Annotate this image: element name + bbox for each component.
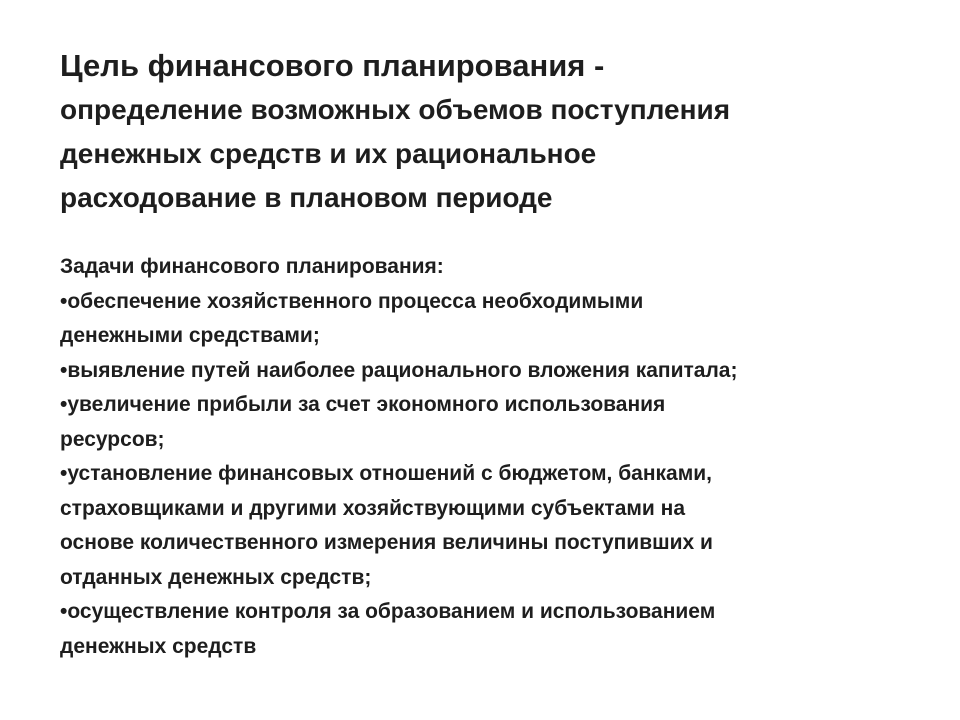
task-line: денежных средств (60, 634, 257, 658)
task-line: •обеспечение хозяйственного процесса необходимыми (60, 289, 644, 313)
task-line: денежными средствами; (60, 324, 320, 347)
heading-definition-line: определение возможных объемов поступления (60, 94, 731, 125)
tasks-block (60, 250, 920, 664)
heading-definition-line: денежных средств и их рациональное (60, 138, 597, 169)
task-line: •установление финансовых отношений с бюджетом, банками, (60, 462, 713, 485)
task-line: ресурсов; (60, 427, 165, 451)
heading-title: Цель финансового планирования - (60, 48, 605, 83)
task-line: •выявление путей наиболее рационального вложения капитала; (60, 358, 738, 382)
tasks-header: Задачи финансового планирования: (60, 255, 444, 278)
task-line: отданных денежных средств; (60, 565, 372, 589)
task-line: •осуществление контроля за образованием и использованием (60, 600, 716, 623)
task-line: основе количественного измерения величины поступивших и (60, 531, 713, 554)
heading-definition-line: расходование в плановом периоде (60, 182, 553, 213)
task-line: •увеличение прибыли за счет экономного использования (60, 393, 666, 416)
task-line: страховщиками и другими хозяйствующими субъектами на (60, 496, 686, 520)
slide-heading (60, 44, 920, 220)
